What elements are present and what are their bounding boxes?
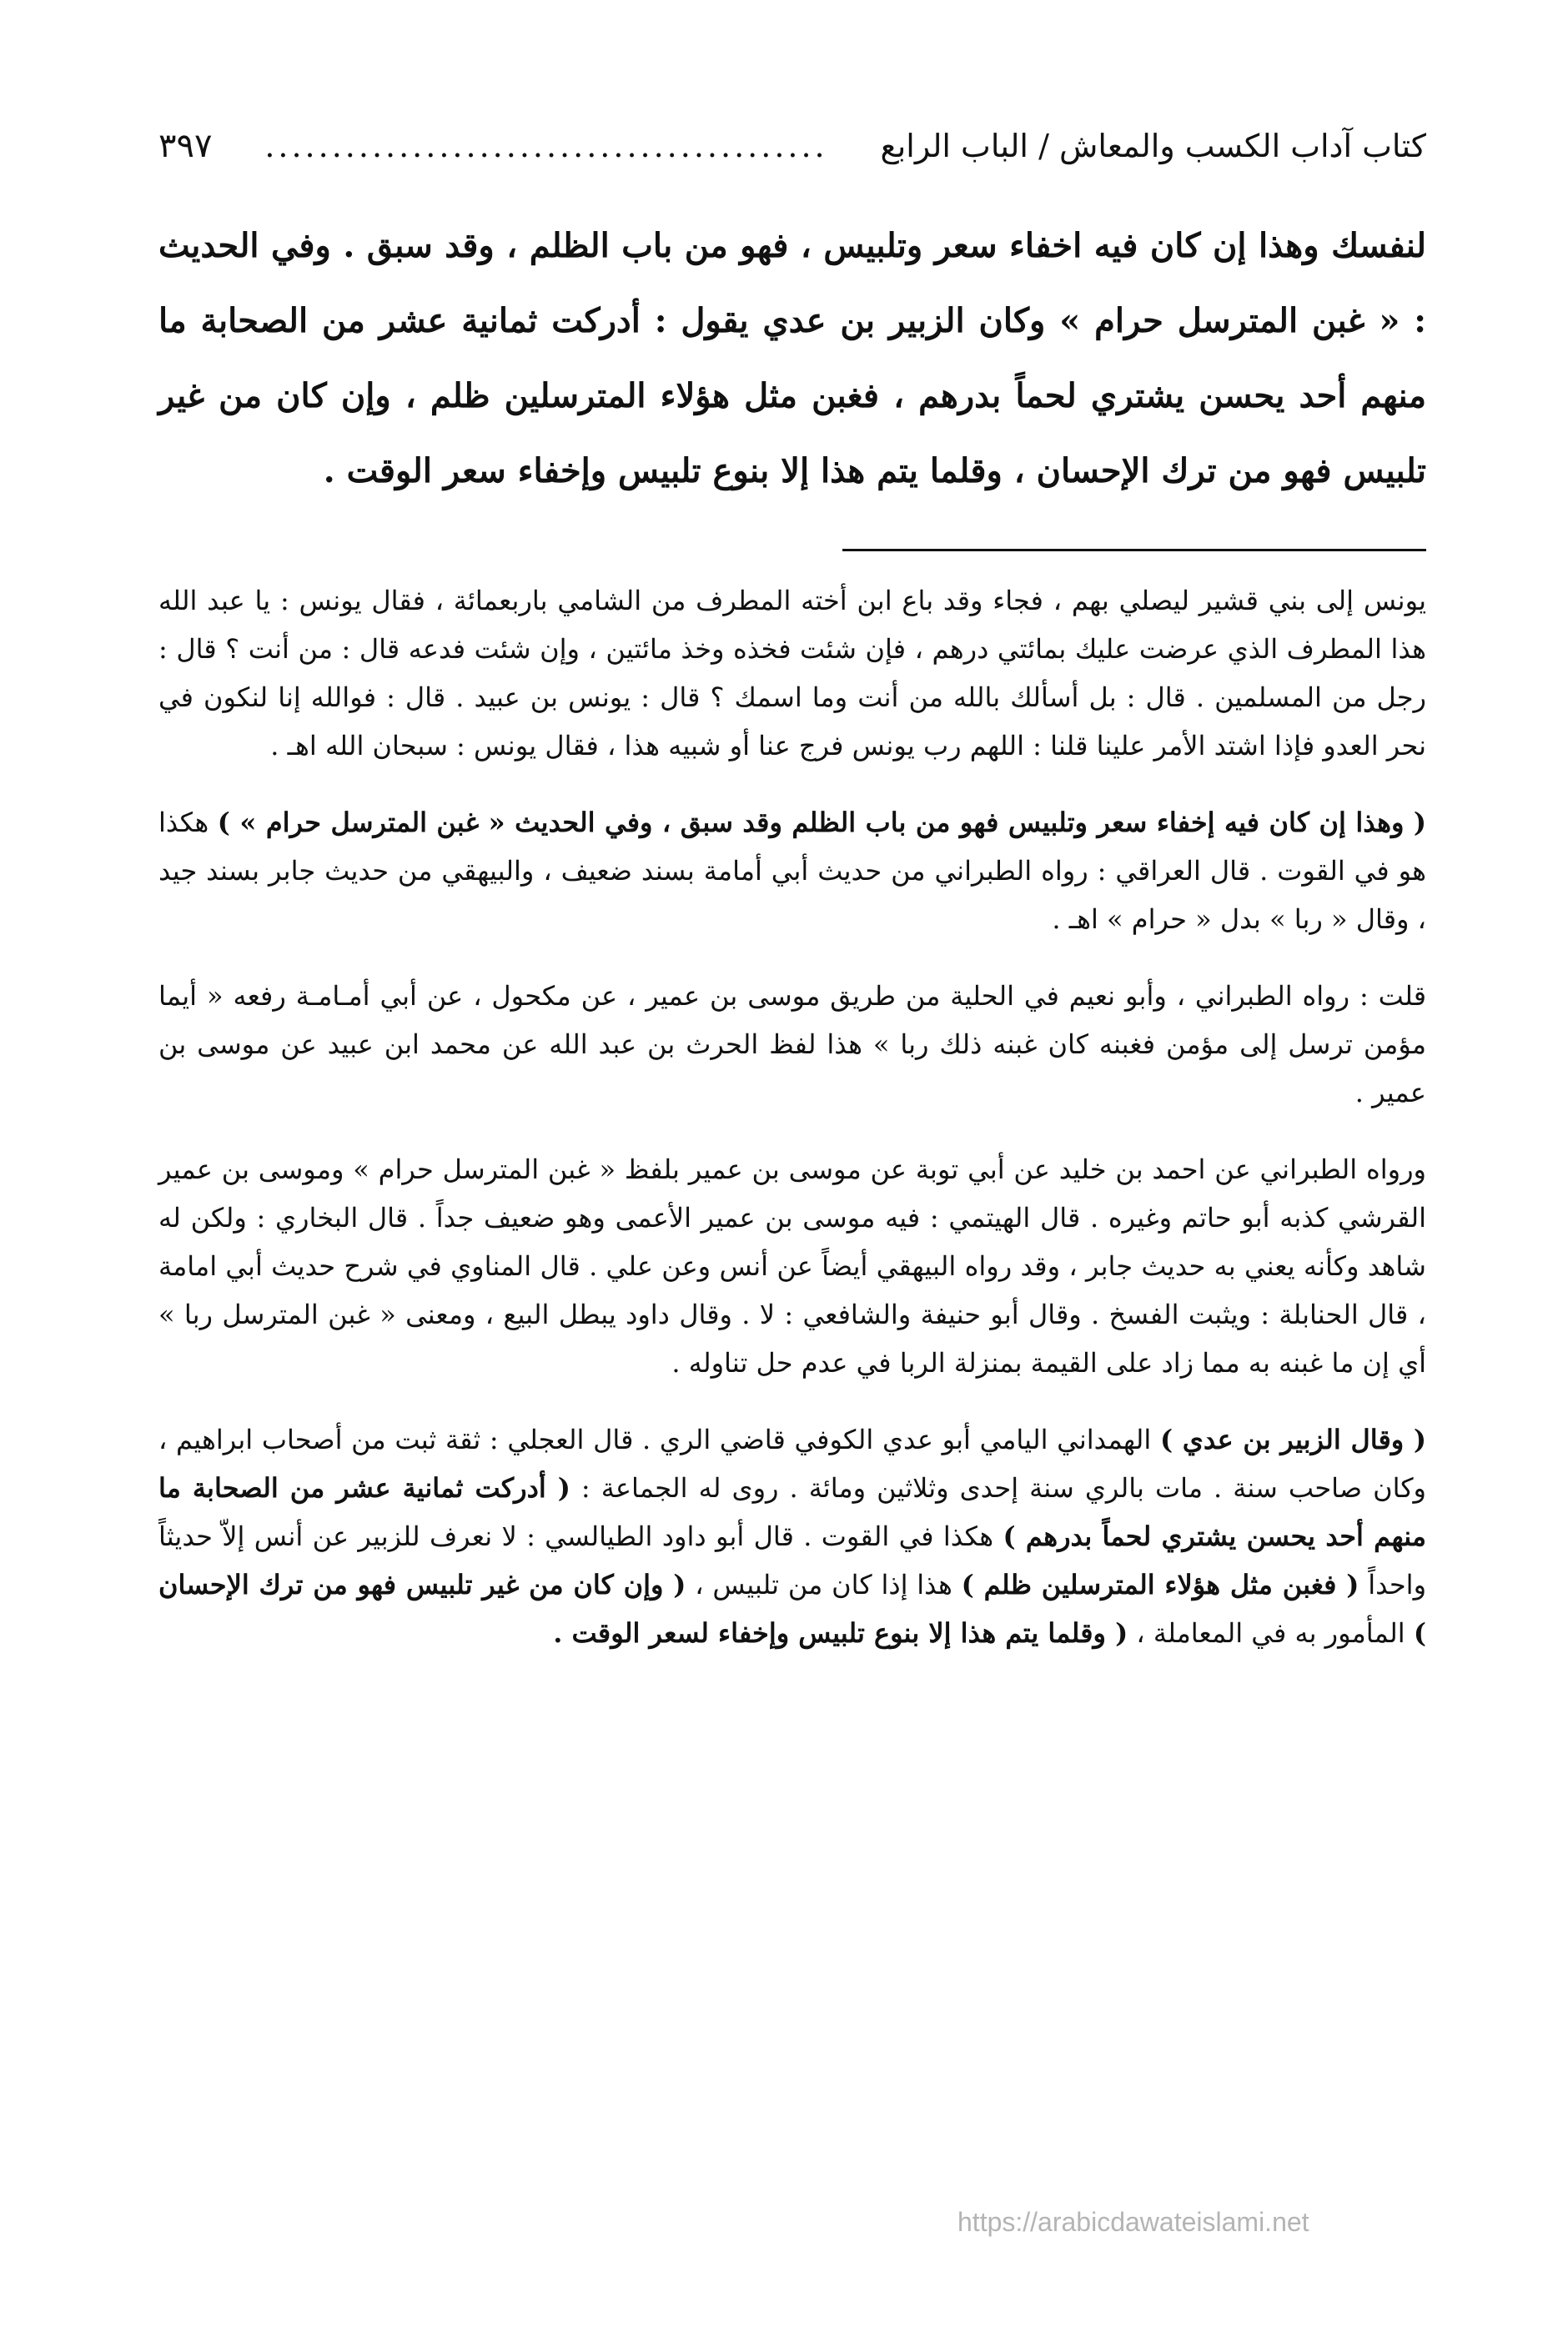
commentary-paragraph-2	[158, 798, 1426, 943]
book-page	[158, 117, 1426, 1686]
commentary-text: هذا إذا كان من تلبيس ،	[686, 1569, 962, 1601]
leader-dots: ..........................................	[264, 128, 828, 164]
main-text-block	[158, 209, 1426, 509]
source-watermark: https://arabicdawateislami.net	[957, 2207, 1309, 2237]
page-number: ٣٩٧	[158, 127, 213, 165]
chapter-title: كتاب آداب الكسب والمعاش / الباب الرابع	[880, 128, 1426, 164]
commentary-block	[158, 576, 1426, 1657]
commentary-paragraph-3: قلت : رواه الطبراني ، وأبو نعيم في الحلية من طريق موسى بن عمير ، عن مكحول ، عن أبي أمـامـة رفعه « أيما مؤمن ترسل إلى مؤمن فغبنه كان غبنه ذلك ربا » هذا لفظ الحرث بن عبد الله عن محمد ابن عبيد عن موسى بن عمير .	[158, 980, 1426, 1108]
running-header	[158, 117, 1426, 175]
commentary-paragraph-5	[158, 1415, 1426, 1657]
commentary-text: الهمداني اليامي أبو عدي الكوفي قاضي الري . قال العجلي : ثقة ثبت من أصحاب ابراهيم ، وكان صاحب سنة . مات بالري سنة إحدى وثلاثين ومائة . روى له الجماعة :	[158, 1424, 1427, 1504]
quoted-text: ( وهذا إن كان فيه إخفاء سعر وتلبيس فهو من باب الظلم وقد سبق ، وفي الحديث « غبن المترسل حرام » )	[217, 807, 1427, 838]
quoted-text: ( فغبن مثل هؤلاء المترسلين ظلم )	[961, 1569, 1359, 1601]
quoted-text: ( أدركت ثمانية عشر من الصحابة ما منهم أحد يحسن يشتري لحماً بدرهم )	[158, 1472, 1427, 1552]
footnote-divider	[842, 549, 1426, 551]
quoted-text: ( وإن كان من غير تلبيس فهو من ترك الإحسان )	[158, 1569, 1426, 1649]
quoted-text: ( وقلما يتم هذا إلا بنوع تلبيس وإخفاء لسعر الوقت .	[553, 1617, 1128, 1649]
commentary-text: هكذا هو في القوت . قال العراقي : رواه الطبراني من حديث أبي أمامة بسند ضعيف ، والبيهقي من حديث جابر بسند جيد ، وقال « ربا » بدل « حرام » اهـ .	[158, 807, 1427, 935]
commentary-paragraph-1: يونس إلى بني قشير ليصلي بهم ، فجاء وقد باع ابن أخته المطرف من الشامي باربعمائة ، فقال يونس : يا عبد الله هذا المطرف الذي عرضت عليك بمائتي درهم ، فإن شئت فخذه وخذ مائتين ، وإن شئت فدعه قال : من أنت ؟ قال : رجل من المسلمين . قال : بل أسألك بالله من أنت وما اسمك ؟ قال : يونس بن عبيد . قال : فوالله إنا لنكون في نحر العدو فإذا اشتد الأمر علينا قلنا : اللهم رب يونس فرج عنا أو شبيه هذا ، فقال يونس : سبحان الله اهـ .	[158, 585, 1427, 761]
commentary-text: المأمور به في المعاملة ،	[1128, 1617, 1414, 1649]
quoted-text: ( وقال الزبير بن عدي )	[1160, 1424, 1427, 1455]
commentary-paragraph-4: ورواه الطبراني عن احمد بن خليد عن أبي توبة عن موسى بن عمير بلفظ « غبن المترسل حرام » وموسى بن عمير القرشي كذبه أبو حاتم وغيره . قال الهيتمي : فيه موسى بن عمير الأعمى وهو ضعيف جداً . قال البخاري : ولكن له شاهد وكأنه يعني به حديث جابر ، وقد رواه البيهقي أيضاً عن أنس وعن علي . قال المناوي في شرح حديث أبي امامة ، قال الحنابلة : ويثبت الفسخ . وقال أبو حنيفة والشافعي : لا . وقال داود يبطل البيع ، ومعنى « غبن المترسل ربا » أي إن ما غبنه به مما زاد على القيمة بمنزلة الربا في عدم حل تناوله .	[158, 1153, 1427, 1379]
main-paragraph: لنفسك وهذا إن كان فيه اخفاء سعر وتلبيس ، فهو من باب الظلم ، وقد سبق . وفي الحديث : « غبن المترسل حرام » وكان الزبير بن عدي يقول : أدركت ثمانية عشر من الصحابة ما منهم أحد يحسن يشتري لحماً بدرهم ، فغبن مثل هؤلاء المترسلين ظلم ، وإن كان من غير تلبيس فهو من ترك الإحسان ، وقلما يتم هذا إلا بنوع تلبيس وإخفاء سعر الوقت .	[158, 226, 1427, 490]
commentary-text: هكذا في القوت . قال أبو داود الطيالسي : لا نعرف للزبير عن أنس إلاّ حديثاً واحداً	[158, 1520, 1427, 1601]
